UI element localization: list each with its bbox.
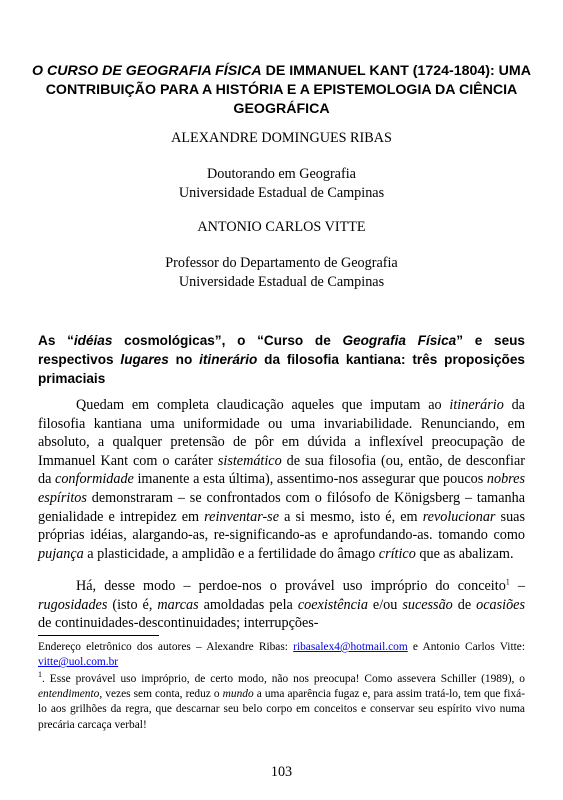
- heading-text: ” e seus respectivos: [38, 333, 525, 367]
- para-italic: itinerário: [449, 397, 504, 413]
- para-italic: sistemático: [217, 452, 282, 469]
- paper-title: [30, 62, 533, 119]
- para-italic: ocasiões: [476, 596, 525, 613]
- footnote-text: Endereço eletrônico dos autores – Alexandre Ribas:: [38, 641, 294, 653]
- heading-italic: Geografia Física: [342, 333, 457, 348]
- footnote-authors: [38, 640, 525, 670]
- title-rest: DE IMMANUEL KANT (1724-1804): UMA CONTRIBUIÇÃO PARA A HISTÓRIA E A EPISTEMOLOGIA DA CIÊNCIA GEOGRÁFICA: [45, 63, 531, 117]
- footnote-text: . Esse provável uso impróprio, de certo modo, não nos preocupa! Como assevera Schiller (1989), o: [42, 673, 525, 685]
- heading-italic: idéias: [73, 333, 113, 348]
- para-text: da filosofia kantiana uma uniformidade ou uma invariabilidade. Renunciando, em absoluto, a qualquer pretensão de pôr em dúvida a inflexível preocupação de Immanuel Kant com o caráter: [38, 397, 525, 469]
- para-italic: rugosidades: [38, 596, 108, 613]
- email-link-vitte[interactable]: vitte@uol.com.br: [38, 656, 119, 669]
- para-italic: marcas: [157, 596, 199, 613]
- para-italic: conformidade: [55, 471, 134, 488]
- author2-name: ANTONIO CARLOS VITTE: [197, 219, 366, 235]
- para-italic: pujança: [38, 545, 84, 562]
- para-text: e/ou: [367, 596, 403, 613]
- section-heading: [38, 331, 525, 388]
- body-paragraph-1: [38, 396, 525, 563]
- author2-affiliation: [20, 254, 543, 292]
- heading-text: cosmológicas”, o “Curso de: [112, 333, 343, 348]
- para-italic: crítico: [378, 545, 416, 562]
- heading-italic: itinerário: [199, 352, 258, 367]
- author1-affiliation: [20, 165, 543, 203]
- para-italic: nobres espíritos: [38, 471, 525, 506]
- footnote-text: , vezes sem conta, reduz o: [99, 688, 223, 701]
- para-text: amoldadas pela: [198, 596, 298, 613]
- author2-role: Professor do Departamento de Geografia: [165, 255, 398, 271]
- para-text: de: [452, 596, 477, 613]
- footnote-mark: 1: [38, 670, 42, 680]
- footnote-italic: entendimento: [38, 688, 100, 701]
- para-text: –: [509, 578, 525, 594]
- para-text: Quedam em completa claudicação aqueles que imputam ao: [76, 397, 450, 413]
- title-italic-part: O CURSO DE GEOGRAFIA FÍSICA: [32, 63, 262, 79]
- footnote-1: [38, 672, 525, 733]
- author1-name: ALEXANDRE DOMINGUES RIBAS: [171, 130, 392, 146]
- para-text: a plasticidade, a amplidão e a fertilidade do âmago: [83, 545, 379, 562]
- author2-institution: Universidade Estadual de Campinas: [178, 274, 385, 290]
- heading-text: no: [168, 352, 200, 367]
- para-text: suas próprias idéias, alargando-as, re-significando-as e aprofundando-as. tomando como: [38, 508, 525, 544]
- para-text: a si mesmo, isto é, em: [279, 508, 423, 525]
- body-paragraph-2: [38, 577, 525, 633]
- heading-italic: lugares: [120, 352, 169, 367]
- footnote-text: a uma aparência fugaz e, para assim tratá-lo, tem que fixá-lo aos grilhões da regra, que descarnar seu belo corpo em conceitos e conservar seu espírito vivo numa precária carcaça verbal!: [38, 688, 525, 731]
- footnote-ref[interactable]: 1: [505, 577, 510, 587]
- para-text: de continuidades-descontinuidades; interrupções-: [38, 615, 319, 632]
- footnote-italic: mundo: [222, 688, 254, 701]
- para-italic: revolucionar: [422, 508, 496, 525]
- para-italic: coexistência: [297, 596, 368, 613]
- para-text: que as abalizam.: [415, 545, 514, 562]
- heading-text: As “: [38, 333, 74, 348]
- page-number: 103: [270, 764, 293, 780]
- heading-text: da filosofia kantiana: três proposições primaciais: [38, 352, 525, 386]
- footnote-separator: [38, 635, 159, 636]
- para-text: de sua filosofia (ou, então, de desconfiar da: [38, 452, 525, 488]
- para-text: Há, desse modo – perdoe-nos o provável uso impróprio do conceito: [76, 578, 506, 594]
- para-italic: reinventar-se: [204, 508, 279, 525]
- para-text: (isto é,: [107, 596, 158, 613]
- author1-role: Doutorando em Geografia: [207, 166, 356, 182]
- email-link-ribas[interactable]: ribasalex4@hotmail.com: [293, 641, 408, 653]
- para-text: imanente a esta última), assentimo-nos assegurar que poucos: [133, 471, 487, 488]
- author1-institution: Universidade Estadual de Campinas: [178, 185, 385, 201]
- para-text: demonstraram – se confrontados com o filósofo de Königsberg – tamanha genialidade e intrepidez em: [38, 489, 525, 525]
- footnote-text: e Antonio Carlos Vitte:: [407, 641, 525, 653]
- para-italic: sucessão: [402, 596, 453, 613]
